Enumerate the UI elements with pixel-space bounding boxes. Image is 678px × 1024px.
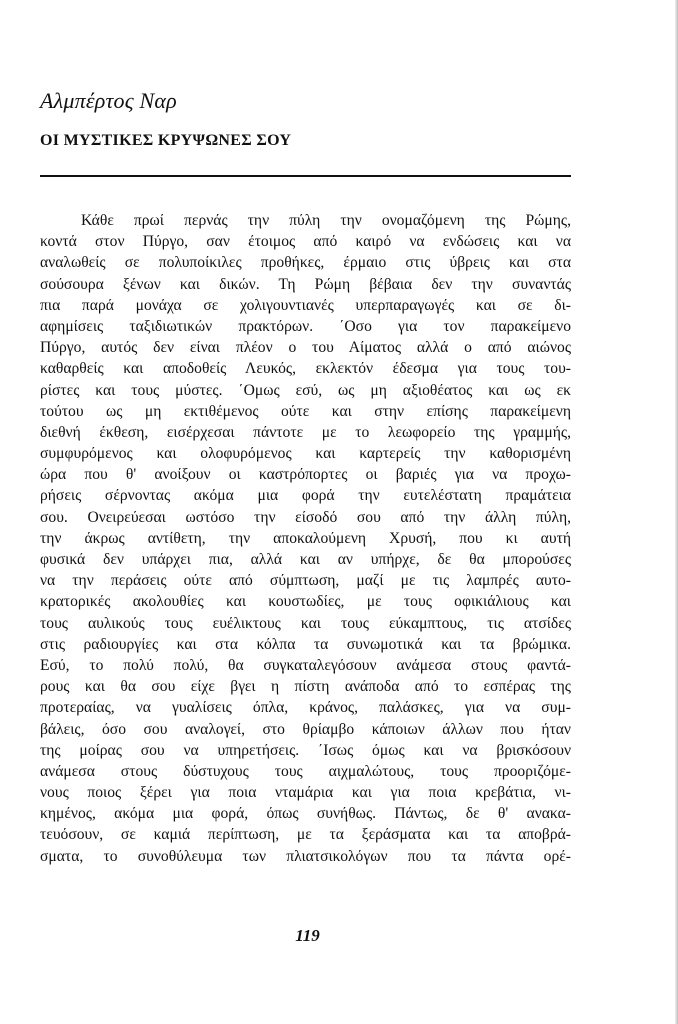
text-line: σου. Ονειρεύεσαι ωστόσο την είσοδό σου από την άλλη πύλη, xyxy=(40,508,571,526)
text-line: τούτου ως μη εκτιθέμενος ούτε και στην επίσης παρακείμενη xyxy=(40,402,571,420)
chapter-title: ΟΙ ΜΥΣΤΙΚΕΣ ΚΡΥΨΩΝΕΣ ΣΟΥ xyxy=(40,132,292,149)
text-line: την άκρως αντίθετη, την αποκαλούμενη Χρυσή, που κι αυτή xyxy=(40,529,571,547)
text-line: καθαρθείς και αποδοθείς Λευκός, εκλεκτόν έδεσμα για τους του- xyxy=(40,360,571,378)
text-line: συμφυρόμενος και ολοφυρόμενος και καρτερείς την καθορισμένη xyxy=(40,445,571,463)
text-line: της μοίρας σου να υπηρετήσεις. ΄Ισως όμως και να βρισκόσουν xyxy=(40,741,571,759)
text-line: προτεραίας, να γυαλίσεις όπλα, κράνος, παλάσκες, για να συμ- xyxy=(40,699,571,717)
text-line: πια παρά μονάχα σε χολιγουντιανές υπερπαραγωγές και σε δι- xyxy=(40,296,571,314)
text-line: ρήσεις σέρνοντας ακόμα μια φορά την ευτελέστατη πραμάτεια xyxy=(40,487,571,505)
text-line: βάλεις, όσο σου αναλογεί, στο θρίαμβο κάποιων άλλων που ήταν xyxy=(40,720,571,738)
text-line: σούσουρα ξένων και δικών. Τη Ρώμη βέβαια δεν την συναντάς xyxy=(40,275,571,293)
text-line: νους ποιος ξέρει για ποια νταμάρια και για ποια κρεβάτια, νι- xyxy=(40,784,571,802)
text-line: ανάμεσα στους δύστυχους τους αιχμαλώτους, τους προοριζόμε- xyxy=(40,762,571,780)
text-line: διεθνή έκθεση, εισέρχεσαι πάντοτε με το λεωφορείο της γραμμής, xyxy=(40,423,571,441)
text-line: αναλωθείς σε πολυποίκιλες προθήκες, έρμαιο στις ύβρεις και στα xyxy=(40,254,571,272)
text-line: Κάθε πρωί περνάς την πύλη την ονομαζόμενη της Ρώμης, xyxy=(81,212,571,229)
body-text xyxy=(40,210,571,867)
text-line: κρατορικές ακολουθίες και κουστωδίες, με τους οφικιάλιους και xyxy=(40,593,571,611)
title-divider xyxy=(40,175,571,177)
text-line: κοντά στον Πύργο, σαν έτοιμος από καιρό να ενδώσεις και να xyxy=(40,233,571,251)
text-line: σματα, το συνοθύλευμα των πλιατσικολόγων που τα πάντα ορέ- xyxy=(40,847,571,865)
text-line: κημένος, ακόμα μια φορά, όπως συνήθως. Πάντως, δε θ' ανακα- xyxy=(40,805,571,823)
text-line: τευόσουν, σε καμιά περίπτωση, με τα ξεράσματα και τα αποβρά- xyxy=(40,826,571,844)
text-line: Εσύ, το πολύ πολύ, θα συγκαταλεγόσουν ανάμεσα στους φαντά- xyxy=(40,656,571,674)
text-line: ρίστες και τους μύστες. ΄Ομως εσύ, ως μη αξιοθέατος και ως εκ xyxy=(40,381,571,399)
author-name: Αλμπέρτος Ναρ xyxy=(40,88,177,113)
text-line: Πύργο, αυτός δεν είναι πλέον ο του Αίματος αλλά ο από αιώνος xyxy=(40,339,571,357)
page-number: 119 xyxy=(295,926,320,945)
text-line: αφημίσεις ταξιδιωτικών πρακτόρων. ΄Οσο για τον παρακείμενο xyxy=(40,317,571,335)
text-line: φυσικά δεν υπάρχει πια, αλλά και αν υπήρχε, δε θα μπορούσες xyxy=(40,551,571,568)
text-line: να την περάσεις ούτε από σύμπτωση, μαζί με τις λαμπρές αυτο- xyxy=(40,572,571,590)
text-line: στις ραδιουργίες και στα κόλπα τα συνωμοτικά και τα βρώμικα. xyxy=(40,635,571,653)
text-line: ρους και θα σου είχε βγει η πίστη ανάποδα από το εσπέρας της xyxy=(40,678,571,696)
text-line: τους αυλικούς τους ευέλικτους και τους εύκαμπτους, τις ατσίδες xyxy=(40,614,571,632)
text-line: ώρα που θ' ανοίξουν οι καστρόπορτες οι βαριές για να προχω- xyxy=(40,466,571,484)
